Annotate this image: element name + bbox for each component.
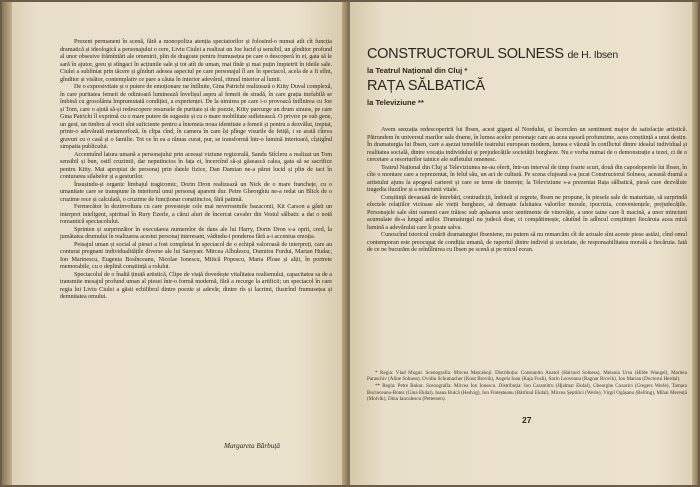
left-paragraph: Spectacolul de o înaltă ținută artistică, Clipe de viață dovedește vitalitatea realismului, capacitatea sa de a transmite mesajul profund uman al piesei într-o formă modernă, fără a recurge la artificii; un spectacol în care regia lui Liviu Ciulei a găsit echilibrul dintre poezie și adevăr, dintre rîs și lacrimi, ilustrînd frumusețea și demnitatea omului. xyxy=(60,270,332,300)
page-number: 27 xyxy=(522,415,532,425)
left-page-text-column xyxy=(60,38,332,301)
left-paragraph: Prezent permanent în scenă, fără a monopoliza atenția spectatorilor și folosind-o numai atît cît funcția dramatică și ideologică a personajului o cere, Liviu Ciulei a realizat un Joe lucid și sensibil, un gînditor profund al unor obsesive frămîntări ale omenirii, plin de dragoste pentru frumusețea pe care o descoperă în ei, gata să le sară în ajutor, greu și stîngaci în acțiunile sale și tot atît de uman, mai tînăr și mai puțin împietrit în ideile sale. Ciulei a subliniat prin tăcere și gînduri adesea aspectul pe care personajul îl are în spectacol, acela de a fi sfînt, gînditor și visător, contemplativ ce pare a căuta în interior adevărul, ritmul interior al lumii. xyxy=(60,38,332,83)
right-paragraph: Conștiință devastată de întrebări, contradicții, îndoieli și regrete, Ibsen ne propune, în piesele sale de maturitate, să surprindă efectele relațiilor vicioase ale vieții burgheze, să demaște falsitatea valorilor morale, ipocrizia, conveniențele, prejudecățile. Personajele sale sînt oameni care trăiesc sub apăsarea unor sentimente de vinovăție, a unor taine care îi macină, a unor minciuni acumulate de-a lungul anilor. Dramaturgul nu judecă doar, ci compătimește, căutînd în adîncul conștiinței fiecăruia acea mică lumină a adevărului care îi poate salva. xyxy=(367,193,687,231)
footnote: * Regia: Vlad Mugur. Scenografia: Mircea Matcaboji. Distribuția: Constantin Anatol (Halvard Solness), Melania Ursu (Hilde Wangel), Marieta Paraschiv (Aline Solness), Ovidiu Schumacher (Knut Brovik), Angela Ioan (Kaja Fosli), Sorin Leoveanu (Ragnar Brovik), Ion Marian (Doctorul Herdal). xyxy=(367,370,687,383)
left-paragraph: Însușindu-și organic limbajul tragicomic, Dorin Dron realizează un Nick de o mare franchețe, cu o umanitate care se transpune în interiorul unui personaj aparent dur. Petre Gheorghiu ne-a redat un Blick de o cruzime rece și calculată, o cruzime de funcționar conștiincios, fără patimă. xyxy=(60,180,332,203)
right-page-text-column xyxy=(367,126,687,254)
footnote: ** Regia: Petre Bokor. Scenografia: Mircea Ion Ionescu. Distribuția: Ion Caramitru (Hjalmar Ekdal), Gheorghe Cozorici (Gregers Werle), Tamara Buciuceanu-Botez (Gina Ekdal), Ioana Bulcă (Hedvig), Ion Finteșteanu (Bătrînul Ekdal), Mircea Șeptilici (Werle), Virgil Ogășanu (Relling), Mihai Mereuță (Molvik), Dinu Ianculescu (Pettersen). xyxy=(367,383,687,402)
left-paragraph: Accentuînd latura umană a personajului prin aceeași viziune regizorală, Sandu Stîcleru a realizat un Tom sensibil și bun, ostil cruzimii, dar neputincios în fața ei, încercînd să-și găsească calea, gata să se sacrifice pentru Kitty. Mai apropiat de personaj prin datele fizice, Dan Damian ne-a părut lucid și plin de tact în conturarea silabelor și a gesturilor. xyxy=(60,150,332,180)
left-page xyxy=(12,2,345,485)
book-edge-left xyxy=(2,2,12,485)
book-spread xyxy=(2,2,698,485)
footnotes xyxy=(367,370,687,403)
article-signature: Margareta Bărbuță xyxy=(224,442,280,450)
left-paragraph: Peisajul uman și social al piesei a fost completat în spectacol de o echipă valoroasă de interpreți, care au conturat pregnant individualitățile diverse ale lui Saroyan: Mircea Albulescu, Dumitru Furdui, Marian Hudac, Ion Marinescu, Eugenia Bosînceanu, Nicolae Ionescu, Mitică Popescu, Maria Ploae și alții, în portrete memorabile, cu o deplină conștiință a rolului. xyxy=(60,240,332,270)
title-author: de H. Ibsen xyxy=(567,49,618,61)
title-solness: CONSTRUCTORUL SOLNESS xyxy=(367,46,564,62)
left-paragraph: Fermecător în dezinvoltura cu care povestește cele mai neverosimile bazaconii, Kit Carson a găsit un interpret inteligent, spiritual în Rury Ezerle, a cărui aluri de încercat cavaler din Vestul sălbatic a dat o notă romantică spectacolului. xyxy=(60,203,332,225)
left-paragraph: Sprinten și surprinzător în executarea numerelor de dans ale lui Harry, Dorin Dron s-a oprit, cred, la jumătatea drumului în realizarea acestui personaj interesant, vădindu-i ponderea fără a-i accentua emoția. xyxy=(60,225,332,240)
article-title-main xyxy=(367,46,687,62)
right-page xyxy=(350,2,692,485)
subtitle-venue-tv: la Televiziune ** xyxy=(367,98,424,107)
book-edge-right xyxy=(692,2,698,485)
left-paragraph: De o expresivitate și o putere de emoționare rar întîlnite, Gina Patrichi realizează o Kitty Duval complexă, în care puritatea femeii de odinioară luminează învelișul aspru al femeii de stradă, în care grația inefabilă se îmbină cu grosolănia împrumutată condiției, a experienței. De la uimirea pe care i-o provoacă întîlnirea cu Joe și Tom, care o ajută să-și redescopere resursele de puritate și de poezie, Kitty parcurge un drum sinuos, pe care Gina Patrichi îl exprimă cu o mare putere de sugestie și cu o mare mobilitate sufletească. O privire pe sub gene, un gest, un timbru al vocii sînt suficiente pentru a întemeia noua identitate a femeii și pentru a dezvălui, treptat, printr-o adevărată metamorfoză, în clipa cînd, în camera în care își plînge visurile de fetiță, i se arată cîteva gravuri cu o casă și o familie. Tot ce în ea a rămas curat, pur, se transformă într-o lumină interioară, cîștigînd simpatia publicului. xyxy=(60,83,332,150)
article-title-second: RAȚA SĂLBATICĂ xyxy=(367,78,485,94)
subtitle-venue-cluj: la Teatrul Național din Cluj * xyxy=(367,66,468,75)
right-paragraph: Cunoscînd istoricul creării dramaturgiei ibseniene, nu putem să nu remarcăm cît de actuale sînt aceste piese astăzi, cînd omul contemporan este preocupat de condiția umană, de raportul dintre individ și societate, de responsabilitatea morală a fiecăruia. Iată de ce ne bucurăm de reîntîlnirea cu Ibsen pe scenă și pe micul ecran. xyxy=(367,231,687,253)
right-paragraph: Teatrul Național din Cluj și Televiziunea ne-au oferit, într-un interval de timp foarte scurt, două din capodoperele lui Ibsen, în cîte o montare care a reprezentat, în felul său, un act de cultură. Pe scena clujeană s-a jucat Constructorul Solness, această dramă a artistului ajuns la apogeul carierei și care se teme de tinerețe; la Televiziune s-a prezentat Rața sălbatică, piesă care dezvăluie tragedia iluziilor și a minciunii vitale. xyxy=(367,163,687,193)
right-paragraph: Avem senzația redescoperirii lui Ibsen, acest gigant al Nordului, și încercăm un sentiment major de satisfacție artistică. Pătrundem în universul marilor sale drame, în lumea acelor personaje care au acea ușoară profunzime, acea conștiință a unui destin. În dramaturgia lui Ibsen, care a așezat temeliile teatrului european modern, lumea e văzută în conflictul dintre idealul individual și realitatea socială, dintre vocația individului și prejudecățile societății burgheze. Nu e vorba numai de o demonstrație a tezei, ci de o cercetare a resorturilor tainice ale sufletului omenesc. xyxy=(367,126,687,163)
